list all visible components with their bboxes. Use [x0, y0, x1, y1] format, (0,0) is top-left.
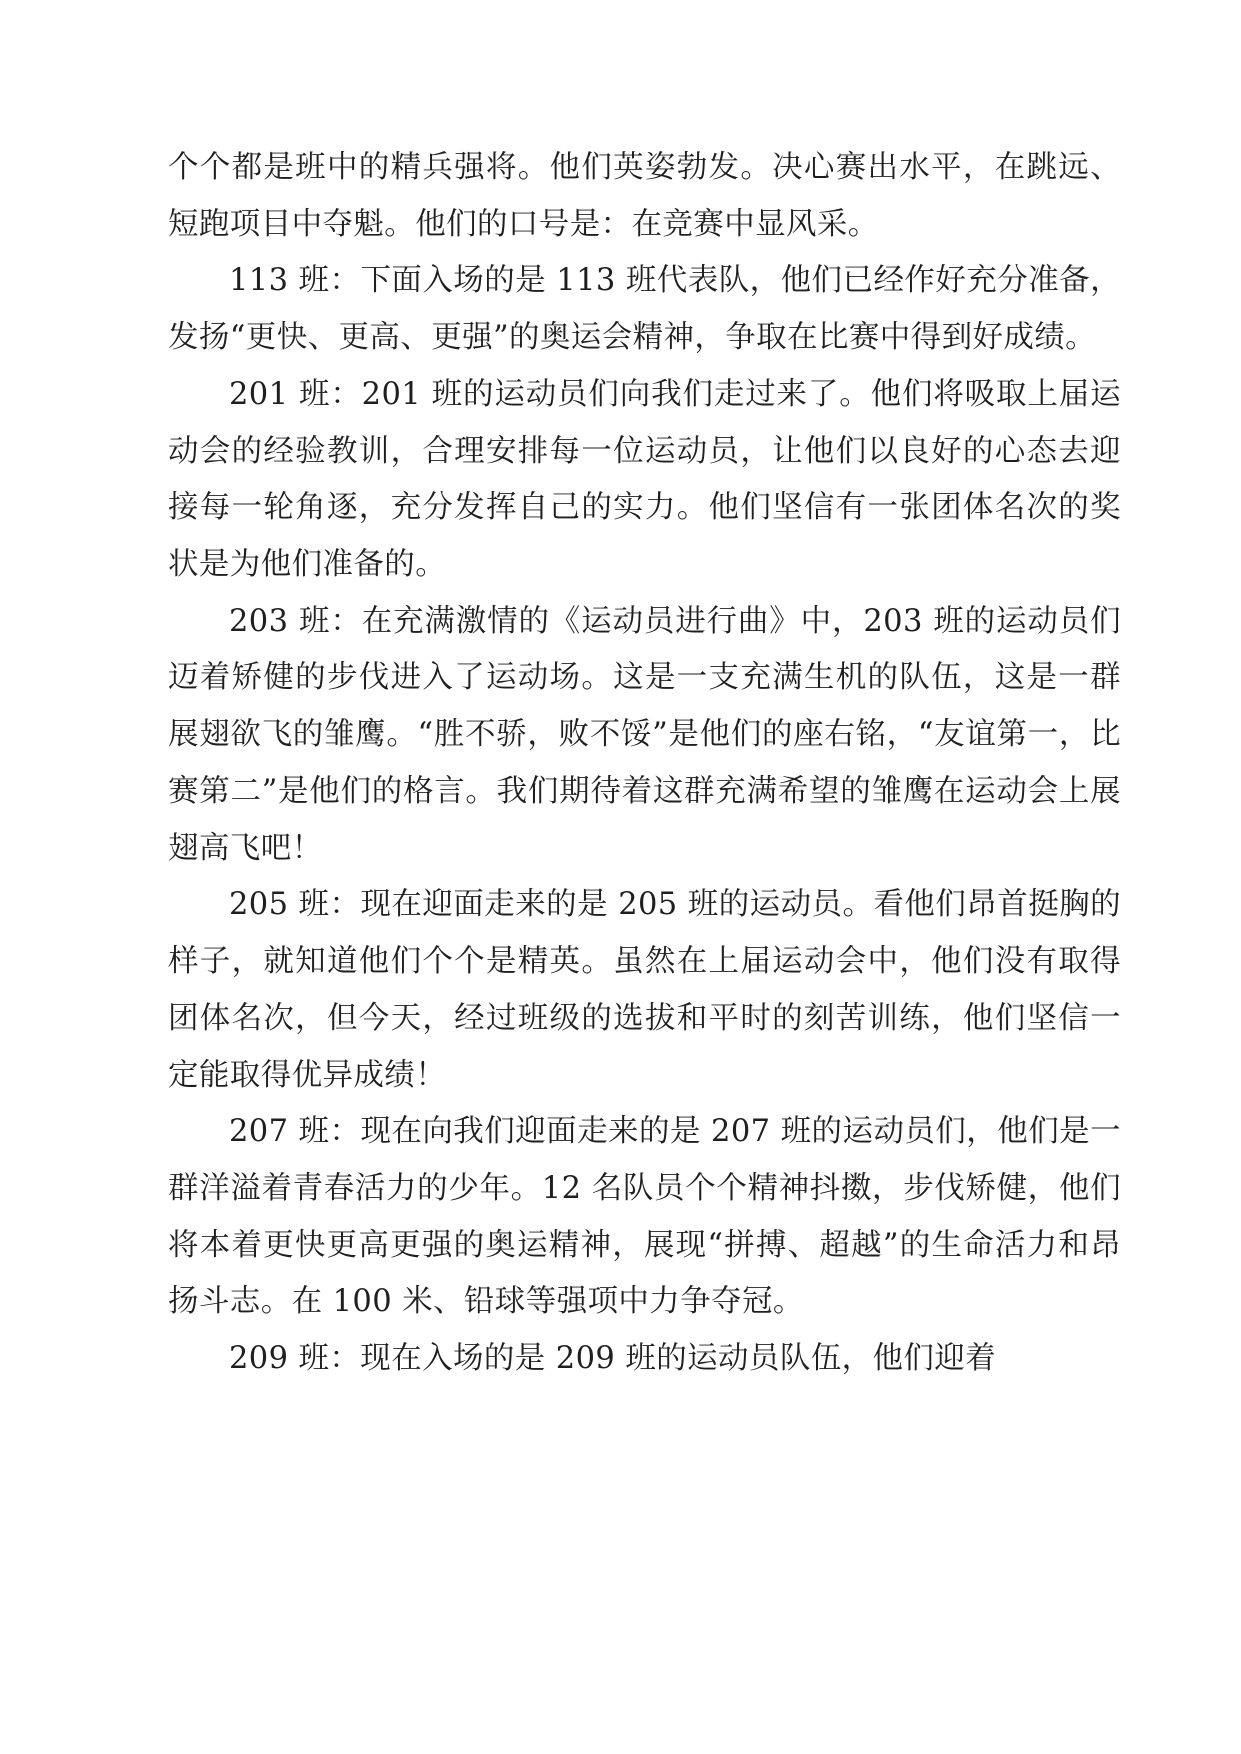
paragraph-class-205: 205 班：现在迎面走来的是 205 班的运动员。看他们昂首挺胸的样子，就知道他们个个是精英。虽然在上届运动会中，他们没有取得团体名次，但今天，经过班级的选拔和平时的刻苦训练，他们坚信一定能取得优异成绩！ [168, 887, 1121, 1093]
document-body [168, 140, 1121, 1388]
paragraph-class-203: 203 班：在充满激情的《运动员进行曲》中，203 班的运动员们迈着矫健的步伐进入了运动场。这是一支充满生机的队伍，这是一群展翅欲飞的雏鹰。“胜不骄，败不馁”是他们的座右铭，“友谊第一，比赛第二”是他们的格言。我们期待着这群充满希望的雏鹰在运动会上展翅高飞吧！ [168, 603, 1121, 866]
paragraph-class-113: 113 班：下面入场的是 113 班代表队，他们已经作好充分准备，发扬“更快、更高、更强”的奥运会精神，争取在比赛中得到好成绩。 [168, 263, 1121, 356]
paragraph-class-201: 201 班：201 班的运动员们向我们走过来了。他们将吸取上届运动会的经验教训，合理安排每一位运动员，让他们以良好的心态去迎接每一轮角逐，充分发挥自己的实力。他们坚信有一张团体名次的奖状是为他们准备的。 [168, 376, 1121, 583]
paragraph-class-207: 207 班：现在向我们迎面走来的是 207 班的运动员们，他们是一群洋溢着青春活力的少年。12 名队员个个精神抖擞，步伐矫健，他们将本着更快更高更强的奥运精神，展现“拼搏、超越”的生命活力和昂扬斗志。在 100 米、铅球等强项中力争夺冠。 [168, 1114, 1121, 1320]
paragraph-continued: 个个都是班中的精兵强将。他们英姿勃发。决心赛出水平，在跳远、短跑项目中夺魁。他们的口号是：在竞赛中显风采。 [168, 150, 1121, 242]
paragraph-class-209: 209 班：现在入场的是 209 班的运动员队伍，他们迎着 [229, 1341, 997, 1377]
